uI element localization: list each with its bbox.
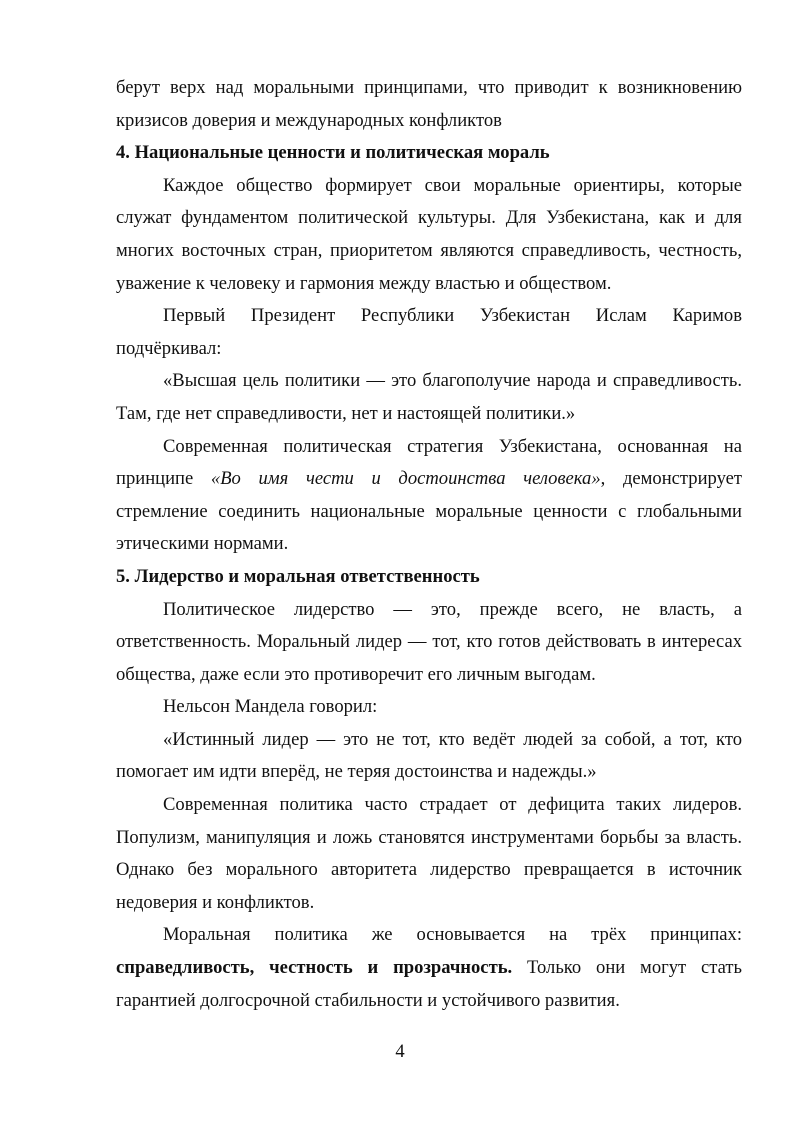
paragraph-line: стремление соединить национальные моральные ценности с глобальными: [116, 500, 742, 522]
italic-principle: «Во имя чести и достоинства человека»: [210, 468, 601, 490]
paragraph-line: кризисов доверия и международных конфликтов: [116, 109, 502, 131]
paragraph-line: Нельсон Мандела говорил:: [163, 696, 378, 718]
paragraph-line: служат фундаментом политической культуры. Для Узбекистана, как и для: [116, 207, 742, 229]
section-heading-4: 4. Национальные ценности и политическая мораль: [116, 142, 550, 164]
quote-line: помогает им идти вперёд, не теряя достоинства и надежды.»: [116, 761, 597, 783]
section-heading-5: 5. Лидерство и моральная ответственность: [116, 565, 480, 587]
quote-line: Там, где нет справедливости, нет и настоящей политики.»: [116, 402, 576, 424]
text-run: , демонстрирует: [600, 468, 742, 490]
paragraph-line: общества, даже если это противоречит его личным выгодам.: [116, 663, 596, 685]
paragraph-line: Моральная политика же основывается на трёх принципах:: [163, 924, 742, 946]
paragraph-line: берут верх над моральными принципами, что приводит к возникновению: [116, 77, 742, 98]
text-run: принципе: [116, 468, 211, 490]
paragraph-line: Политическое лидерство — это, прежде всего, не власть, а: [163, 598, 742, 620]
document-page: [116, 72, 742, 1017]
paragraph-line: недоверия и конфликтов.: [116, 891, 315, 913]
paragraph-line: этическими нормами.: [116, 533, 289, 555]
page-number: 4: [395, 1041, 405, 1062]
paragraph-line: гарантией долгосрочной стабильности и устойчивого развития.: [116, 989, 620, 1011]
paragraph-line: Популизм, манипуляция и ложь становятся инструментами борьбы за власть.: [116, 826, 742, 848]
paragraph-line: [116, 463, 742, 496]
paragraph-line: [116, 952, 742, 985]
quote-line: «Истинный лидер — это не тот, кто ведёт людей за собой, а тот, кто: [163, 728, 742, 750]
paragraph-line: подчёркивал:: [116, 337, 222, 359]
paragraph-line: Однако без морального авторитета лидерство превращается в источник: [116, 859, 742, 881]
text-run: Только они могут стать: [512, 957, 742, 979]
paragraph-line: уважение к человеку и гармония между властью и обществом.: [116, 272, 612, 294]
paragraph-line: Современная политическая стратегия Узбекистана, основанная на: [163, 435, 742, 457]
quote-line: «Высшая цель политики — это благополучие народа и справедливость.: [163, 370, 742, 392]
paragraph-line: Первый Президент Республики Узбекистан Ислам Каримов: [163, 305, 742, 327]
paragraph-line: Современная политика часто страдает от дефицита таких лидеров.: [163, 794, 742, 816]
paragraph-line: ответственность. Моральный лидер — тот, кто готов действовать в интересах: [116, 631, 742, 653]
bold-principles: справедливость, честность и прозрачность.: [116, 957, 513, 979]
paragraph-line: многих восточных стран, приоритетом являются справедливость, честность,: [116, 239, 742, 261]
paragraph-line: Каждое общество формирует свои моральные ориентиры, которые: [163, 174, 742, 196]
